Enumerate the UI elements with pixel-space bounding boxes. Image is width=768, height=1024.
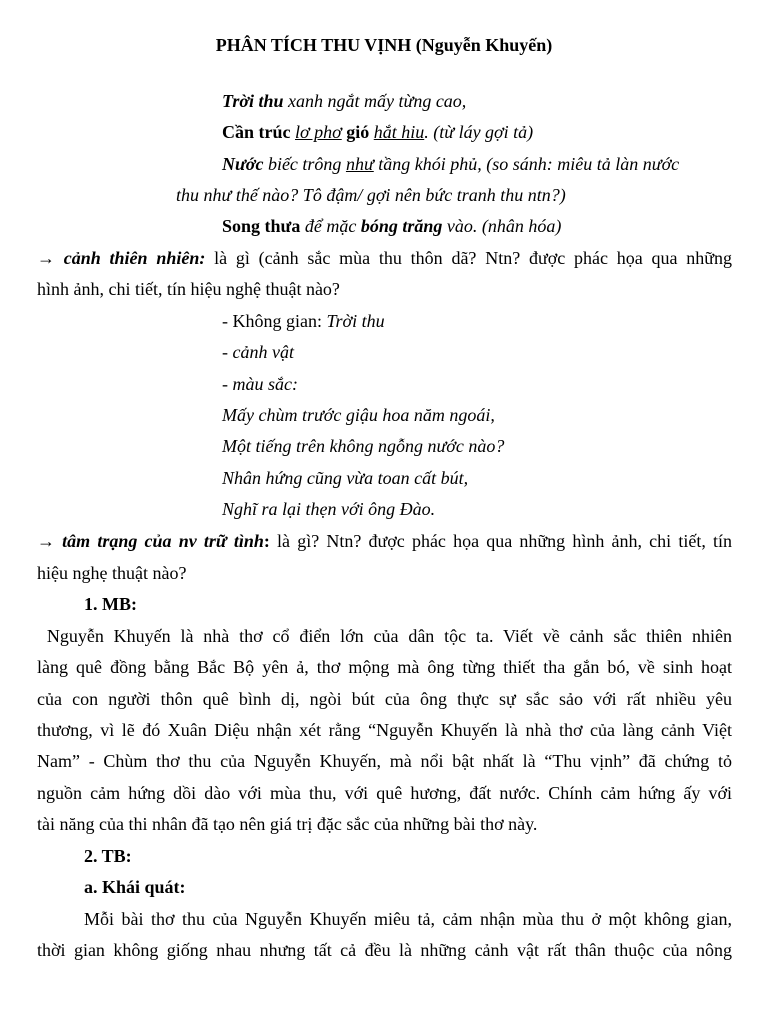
scene-space-line [222, 310, 385, 332]
poem-line-4-bold-2: bóng trăng [360, 216, 443, 236]
mb-paragraph-line-3: của con người thôn quê bình dị, ngòi bút của ông thực sự sắc sảo với rất nhiều yêu [37, 689, 732, 709]
tb-paragraph-line-1: Mỗi bài thơ thu của Nguyễn Khuyến miêu tả, cảm nhận mùa thu ở một không gian, [84, 909, 732, 929]
scene-label: cảnh thiên nhiên: [55, 248, 206, 268]
poem2-line-3: Nhân hứng cũng vừa toan cất bút, [222, 468, 469, 488]
scene-line-2: hình ảnh, chi tiết, tín hiệu nghệ thuật nào? [37, 279, 340, 299]
poem-line-1 [222, 90, 466, 112]
poem-line-2-underline-2: hắt hiu [373, 122, 425, 142]
poem2-line-4: Nghĩ ra lại thẹn với ông Đào. [222, 499, 436, 519]
scene-line-1 [37, 247, 732, 269]
scene-scenery-line: - cảnh vật [222, 342, 294, 362]
mood-colon: : [263, 531, 270, 551]
scene-space-value: Trời thu [326, 311, 385, 331]
poem-line-2-bold-2: gió [346, 122, 370, 142]
tb-subheading: a. Khái quát: [84, 877, 186, 897]
mb-paragraph-line-5: Nam” - Chùm thơ thu của Nguyễn Khuyến, mà nổi bật nhất là “Thu vịnh” đã chứng tỏ [37, 751, 732, 771]
poem2-line-1: Mấy chùm trước giậu hoa năm ngoái, [222, 405, 495, 425]
mb-paragraph-line-1: Nguyễn Khuyến là nhà thơ cổ điển lớn của dân tộc ta. Viết về cảnh sắc thiên nhiên [37, 626, 732, 646]
mb-paragraph-line-6: nguồn cảm hứng dồi dào với mùa thu, với quê hương, đất nước. Chính cảm hứng ấy với [37, 783, 732, 803]
poem-line-3-continuation: thu như thế nào? Tô đậm/ gợi nên bức tranh thu ntn?) [176, 185, 566, 205]
scene-text-1: là gì (cảnh sắc mùa thu thôn dã? Ntn? được phác họa qua những [205, 248, 733, 268]
poem-line-3-bold: Nước [222, 154, 264, 174]
mood-label: tâm trạng của nv trữ tình [55, 531, 264, 551]
mb-paragraph-line-7: tài năng của thi nhân đã tạo nên giá trị đặc sắc của những bài thơ này. [37, 814, 538, 834]
poem-line-4-text-1: để mặc [300, 216, 361, 236]
mb-heading: 1. MB: [84, 594, 137, 614]
poem2-line-2: Một tiếng trên không ngỗng nước nào? [222, 436, 505, 456]
mood-arrow-icon: → [37, 531, 55, 551]
poem-line-3-text: biếc trông [263, 154, 346, 174]
document-title: PHÂN TÍCH THU VỊNH (Nguyễn Khuyến) [215, 35, 553, 55]
poem-line-2 [222, 121, 533, 143]
scene-colors-line: - màu sắc: [222, 374, 298, 394]
poem-line-3 [222, 153, 679, 175]
mood-line-1 [37, 530, 732, 552]
poem-line-2-underline-1: lơ phơ [295, 122, 342, 142]
poem-line-1-bold: Trời thu [222, 91, 284, 111]
mood-text-1: là gì? Ntn? được phác họa qua những hình ảnh, chi tiết, tín [269, 531, 732, 551]
mood-line-2: hiệu nghẹ thuật nào? [37, 563, 187, 583]
tb-paragraph-line-2: thời gian không giống nhau nhưng tất cả đều là những cảnh vật rất thân thuộc của nông [37, 940, 732, 960]
poem-line-4-text-2: vào. (nhân hóa) [442, 216, 562, 236]
poem-line-2-bold-1: Cần trúc [222, 122, 291, 142]
poem-line-1-text: xanh ngắt mấy từng cao, [283, 91, 467, 111]
poem-line-2-text: . (từ láy gợi tả) [424, 122, 534, 142]
scene-arrow-icon: → [37, 248, 55, 268]
poem-line-4 [222, 215, 561, 237]
poem-line-3-text-2: tầng khói phủ, (so sánh: miêu tả làn nước [373, 154, 680, 174]
mb-paragraph-line-2: làng quê đồng bằng Bắc Bộ yên ả, thơ mộng mà ông từng thiết tha gắn bó, về sinh hoạt [37, 657, 732, 677]
poem-line-3-underline: như [345, 154, 374, 174]
poem-line-4-bold-1: Song thưa [222, 216, 301, 236]
mb-paragraph-line-4: thương, vì lẽ đó Xuân Diệu nhận xét rằng “Nguyễn Khuyến là nhà thơ của làng cảnh Việt [37, 720, 732, 740]
scene-space-prefix: - Không gian: [222, 311, 327, 331]
tb-heading: 2. TB: [84, 846, 132, 866]
